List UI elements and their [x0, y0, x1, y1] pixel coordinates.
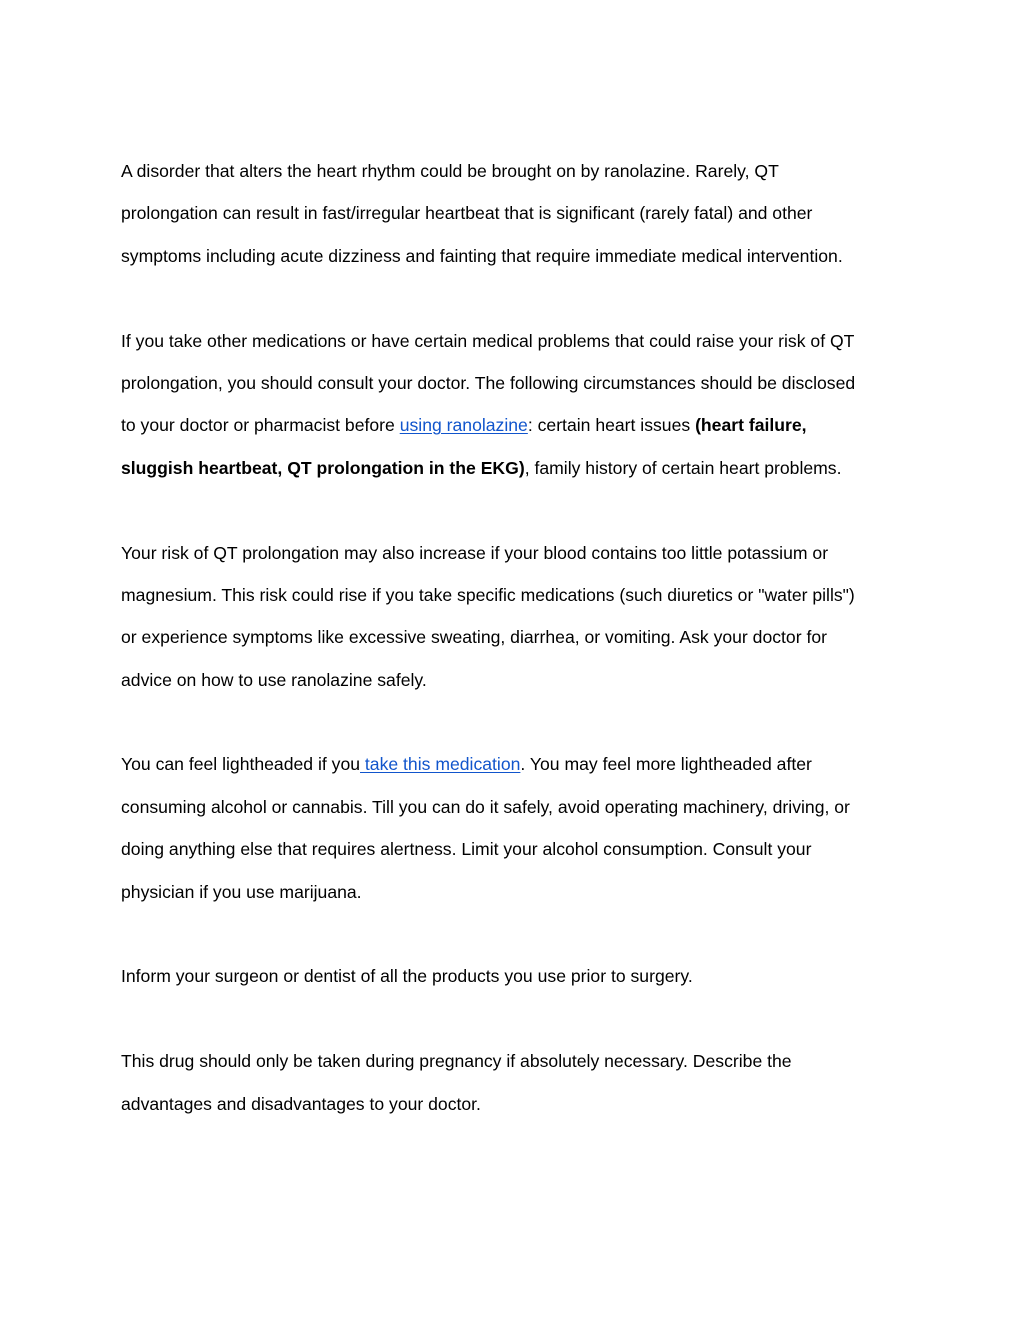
bold-text: sluggish heartbeat, QT prolongation in the EKG): [121, 457, 525, 478]
document-body: [121, 150, 901, 1167]
text-run: : certain heart issues: [527, 415, 696, 436]
text-line: A disorder that alters the heart rhythm could be brought on by ranolazine. Rarely, QT: [121, 161, 779, 181]
text-line: consuming alcohol or cannabis. Till you can do it safely, avoid operating machinery, driving, or: [121, 796, 850, 817]
bold-text: (heart failure,: [695, 415, 807, 436]
text-line: If you take other medications or have certain medical problems that could raise your risk of QT: [121, 330, 855, 351]
text-line: physician if you use marijuana.: [121, 881, 362, 902]
text-line: This drug should only be taken during pregnancy if absolutely necessary. Describe the: [121, 1051, 792, 1072]
paragraph-consult-doctor: [121, 320, 901, 490]
text-line: prolongation can result in fast/irregular heartbeat that is significant (rarely fatal) and other: [121, 203, 813, 224]
paragraph-potassium-risk: [121, 532, 901, 702]
text-line: Inform your surgeon or dentist of all the products you use prior to surgery.: [121, 966, 693, 987]
text-line: doing anything else that requires alertness. Limit your alcohol consumption. Consult your: [121, 839, 812, 860]
text-line: advice on how to use ranolazine safely.: [121, 669, 427, 690]
text-line: Your risk of QT prolongation may also increase if your blood contains too little potassium or: [121, 542, 829, 563]
text-run: You can feel lightheaded if you: [121, 754, 361, 775]
text-run: , family history of certain heart problems.: [524, 457, 842, 478]
text-line: magnesium. This risk could rise if you take specific medications (such diuretics or "water pills"): [121, 584, 855, 605]
text-line: or experience symptoms like excessive sweating, diarrhea, or vomiting. Ask your doctor for: [121, 627, 828, 648]
paragraph-qt-disorder: [121, 150, 901, 277]
text-line: [121, 447, 901, 489]
link-take-this-medication[interactable]: take this medication: [360, 754, 521, 775]
text-line: [121, 404, 901, 446]
text-run: to your doctor or pharmacist before: [121, 415, 400, 436]
text-run: . You may feel more lightheaded after: [520, 754, 812, 775]
paragraph-pregnancy: [121, 1040, 901, 1125]
text-line: advantages and disadvantages to your doctor.: [121, 1093, 481, 1114]
text-line: symptoms including acute dizziness and fainting that require immediate medical intervention.: [121, 245, 843, 266]
paragraph-lightheaded: [121, 743, 901, 913]
text-line: prolongation, you should consult your doctor. The following circumstances should be disclosed: [121, 372, 856, 393]
link-using-ranolazine[interactable]: using ranolazine: [399, 415, 528, 436]
text-line: [121, 743, 901, 785]
paragraph-surgery: [121, 955, 901, 997]
